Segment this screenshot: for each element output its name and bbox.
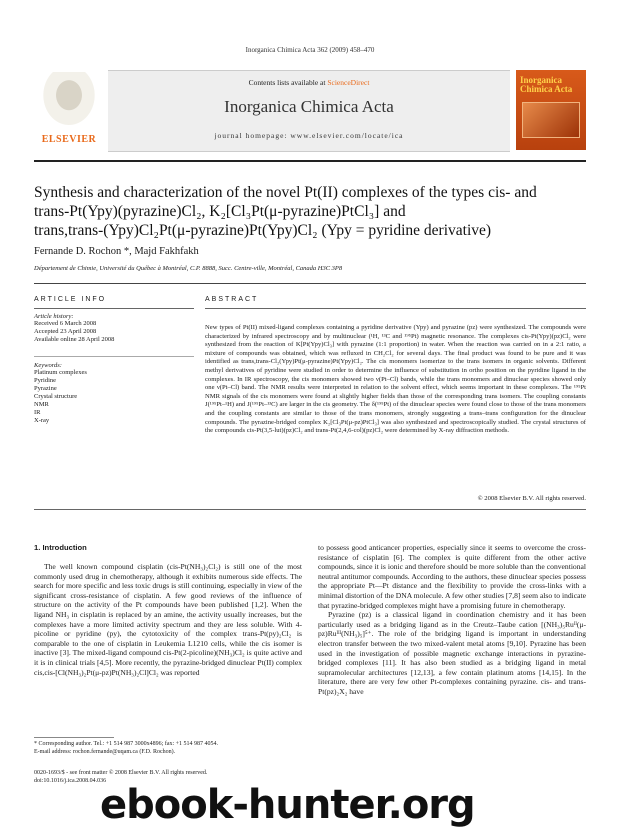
keyword: Platinum complexes <box>34 369 87 376</box>
history-item: Received 6 March 2008 <box>34 320 97 327</box>
article-history <box>34 313 194 344</box>
tree-icon <box>39 72 99 130</box>
abstract-heading: ABSTRACT <box>205 296 259 303</box>
title-line: trans-Pt(Ypy)(pyrazine)Cl₂, K₂[Cl₃Pt(μ-pyrazine)PtCl₃] and <box>34 203 406 220</box>
journal-header <box>34 70 586 152</box>
history-label: Article history: <box>34 313 74 320</box>
paragraph: to possess good anticancer properties, especially since it seems to overcome the cross-resistance of cisplatin [6]. The complex is quite different from the other active compounds, since it is ionic and therefore should be more soluble than the conventional neutral antitumor compounds. According to the authors, these dinuclear species possess the appropriate Pt—Pt distance and the flexibility to provide the cross-links with a minimal distortion of the DNA molecule. A few other studies [7,8] seem also to indicate that pyrazine-bridged complexes might have a promising future in chemotherapy. <box>318 543 586 610</box>
section-title: 1. Introduction <box>34 543 87 552</box>
sciencedirect-link[interactable]: ScienceDirect <box>327 78 370 87</box>
keywords-label: Keywords: <box>34 362 62 369</box>
elsevier-logo <box>34 70 104 150</box>
title-line: Synthesis and characterization of the novel Pt(II) complexes of the types cis- and <box>34 184 537 201</box>
divider <box>34 308 194 309</box>
cover-title: Inorganica Chimica Acta <box>520 75 573 94</box>
keyword: Crystal structure <box>34 393 78 400</box>
issn: 0020-1693/$ - see front matter © 2008 Elsevier B.V. All rights reserved. <box>34 770 208 776</box>
abstract-text: New types of Pt(II) mixed-ligand complexes containing a pyridine derivative (Ypy) and pyrazine (pz) were synthesized. The compounds were characterized by infrared spectroscopy and by multinuclear (¹H, ¹³C and ¹⁹⁵Pt) magnetic resonance. The complexes cis-Pt(Ypy)(pz)Cl₂ were synthesized from the reaction of K[Pt(Ypy)Cl₃] with pyrazine (1:1 proportion) in water. When the reaction was carried on in a 2:1 ratio, a mixture of compounds was obtained, which was refluxed in CH₂Cl₂ for several days. The final product was found to be pure and it was identified as trans,trans-Cl₂(Ypy)Pt(μ-pyrazine)Pt(Ypy)Cl₂. The cis monomers isomerize to the trans isomers in organic solvents. Different methyl derivatives of pyridine were studied in order to determine the influence of substitution in ortho position on the pyridine ligand in the complexes. In IR spectroscopy, the cis monomers showed two ν(Pt–Cl) bands, while the trans monomers and dinuclear species showed only one ν(Pt–Cl) band. The NMR results were interpreted in relation to the solvent effect, which seems important in these complexes. The ¹⁹⁵Pt NMR signals of the cis monomers were found at slightly higher fields than those of the corresponding trans isomers. The coupling constants J(¹⁹⁵Pt–¹H) and J(¹⁹⁵Pt–¹³C) are larger in the cis geometry. The δ(¹⁹⁵Pt) of the dinuclear species were found close to those of the trans monomers and the coupling constants are similar to those of the trans monomers, strongly suggesting a trans–trans configuration for the dinuclear compounds. The pyrazine-bridged complex K₂[Cl₃Pt(μ-pz)PtCl₃] was also synthesized and spectroscopically studied. The crystal structures of the compounds cis-Pt(3,5-lut)(pz)Cl₂ and trans-Pt(2,4,6-col)(pz)Cl₂ were determined by X-ray diffraction methods. <box>205 324 586 435</box>
body-right-column <box>318 543 586 697</box>
email[interactable]: E-mail address: rochon.fernande@uqam.ca (F.D. Rochon). <box>34 748 176 755</box>
authors: Fernande D. Rochon *, Majd Fakhfakh <box>34 246 199 257</box>
divider <box>205 308 586 309</box>
keyword: Pyridine <box>34 377 57 384</box>
history-item: Accepted 23 April 2008 <box>34 328 97 335</box>
paragraph: Pyrazine (pz) is a classical ligand in coordination chemistry and it has been particularly used as a bridging ligand as in the Creutz–Taube cation [(NH₃)₅Ruᴵᴵ(μ-pz)Ruᴵᴵᴵ(NH₃)₅]⁵⁺. The role of the bridging ligand is important in understanding electron transfer between the two mixed-valent metal atoms [9,10]. Pyrazine has been used in the investigation of possible magnetic exchange interactions in pyrazine-bridged complexes [11]. It has also been studied as a bridging ligand in metal supramolecular architectures [12,13], a few contain platinum atoms [14,15]. In the literature, there are very few other Pt-complexes containing pyrazine. cis- and trans-Pt(pz)₂X₂ have <box>318 610 586 696</box>
divider <box>34 356 194 357</box>
copyright: © 2008 Elsevier B.V. All rights reserved. <box>477 495 586 502</box>
keyword: X-ray <box>34 417 50 424</box>
publisher-name: ELSEVIER <box>41 134 97 145</box>
affiliation: Département de Chimie, Université du Québec à Montréal, C.P. 8888, Succ. Centre-ville, Montréal, Canada H3C 3P8 <box>34 265 343 272</box>
footnote-rule <box>34 737 114 738</box>
title-line: trans,trans-(Ypy)Cl₂Pt(μ-pyrazine)Pt(Ypy)Cl₂ (Ypy = pyridine derivative) <box>34 222 492 239</box>
doi[interactable]: doi:10.1016/j.ica.2008.04.036 <box>34 777 107 784</box>
journal-cover-image <box>516 70 586 150</box>
contents-prefix: Contents lists available at <box>248 78 328 87</box>
journal-citation: Inorganica Chimica Acta 362 (2009) 458–470 <box>245 46 375 54</box>
contents-line <box>108 78 510 87</box>
corresponding-author: * Corresponding author. Tel.: +1 514 987 3000x4896; fax: +1 514 987 4054. <box>34 741 219 747</box>
divider <box>34 509 586 510</box>
header-rule <box>34 160 586 162</box>
divider <box>34 283 586 284</box>
history-item: Available online 28 April 2008 <box>34 336 115 343</box>
keyword: IR <box>34 409 41 416</box>
article-info-heading: ARTICLE INFO <box>34 296 107 303</box>
journal-title: Inorganica Chimica Acta <box>224 97 394 116</box>
watermark: ebook-hunter.org <box>100 782 475 828</box>
keywords <box>34 362 194 425</box>
footnotes <box>34 741 302 756</box>
keyword: Pyrazine <box>34 385 57 392</box>
journal-homepage[interactable]: journal homepage: www.elsevier.com/locate/ica <box>214 131 404 140</box>
masthead <box>108 70 510 152</box>
cover-illustration <box>522 102 580 138</box>
article-title <box>34 183 586 240</box>
body-left-column: The well known compound cisplatin (cis-Pt(NH₃)₂Cl₂) is still one of the most commonly used drug in chemotherapy, although it exhibits numerous side effects. The search for more specific and less toxic drugs is still continuing, especially in view of the significant cross-resistance of cisplatin. A few good reviews of the influence of structure on the activity of the Pt compounds have been published [1,2]. When the ligand NH₃ in cisplatin is replaced by an amine, the activity usually increases, but the complexes have a more limited activity spectrum and they are less soluble. With 4-picoline or pyridine (py), the cytotoxicity of the complex trans-Pt(py)₂Cl₂ is comparable to the one of cisplatin in Leukemia L1210 cells, while the cis isomer is inactive [3]. The mixed-ligand compound cis-Pt(2-picoline)(NH₃)Cl₂ is quite active and it is in clinical trials [4,5]. More recently, the pyrazine-bridged dinuclear Pt(II) complex cis,cis-[Cl(NH₃)₂Pt(μ-pz)Pt(NH₃)₂Cl]Cl₂ was reported <box>34 562 302 677</box>
keyword: NMR <box>34 401 49 408</box>
